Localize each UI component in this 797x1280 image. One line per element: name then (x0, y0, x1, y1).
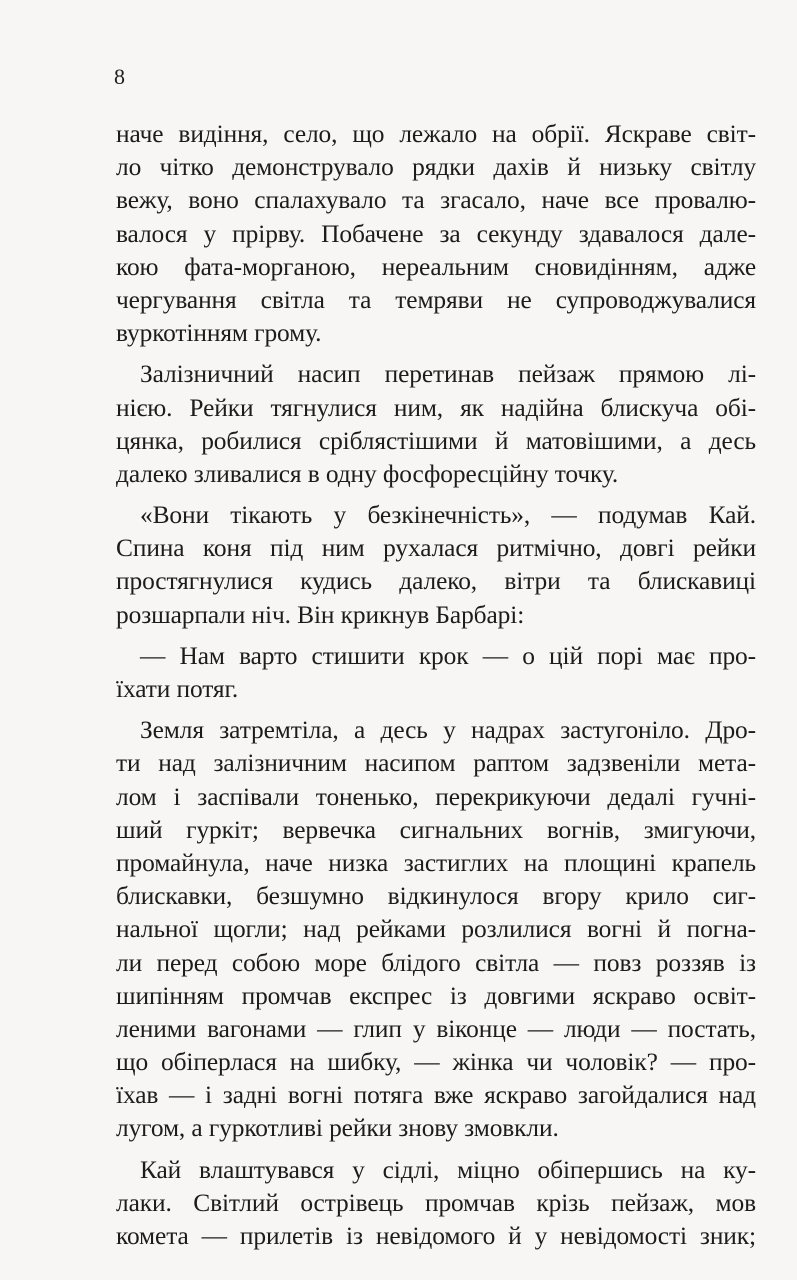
text-line: леними вагонами — глип у віконце — люди — постать, (116, 1014, 756, 1043)
text-line: ло чітко демонструвало рядки дахів й низьку світлу (116, 153, 756, 182)
text-line: «Вони тікають у безкінечність», — подумав Кай. (140, 501, 756, 530)
text-line: ти над залізничним насипом раптом задзвеніли мета- (116, 749, 756, 778)
text-line: цянка, робилися сріблястішими й матовішими, а десь (116, 426, 756, 455)
text-line: простягнулися кудись далеко, вітри та блискавиці (116, 567, 756, 596)
text-line: їхати потяг. (116, 675, 239, 703)
text-line: Спина коня під ним рухалася ритмічно, довгі рейки (116, 534, 756, 563)
text-line: наче видіння, село, що лежало на обрії. Яскраве світ- (116, 120, 756, 148)
text-line: блискавки, безшумно відкинулося вгору крило сиг- (116, 882, 756, 911)
text-line: нальної щогли; над рейками розлилися вогні й погна- (116, 915, 756, 944)
text-line: ший гуркіт; вервечка сигнальних вогнів, змигуючи, (116, 815, 756, 844)
text-line: чергування світла та темряви не супроводжувалися (116, 285, 756, 314)
text-line: лаки. Світлий острівець промчав крізь пейзаж, мов (116, 1188, 756, 1217)
text-line: лугом, а гуркотливі рейки знову змовкли. (116, 1114, 559, 1143)
body-text (116, 118, 756, 1253)
text-line: Земля затремтіла, а десь у надрах застугоніло. Дро- (140, 716, 756, 745)
text-line: промайнула, наче низка застиглих на площині крапель (116, 848, 756, 877)
text-line: вежу, воно спалахувало та згасало, наче все провалю- (116, 186, 756, 215)
text-line: що обіперлася на шибку, — жінка чи чоловік? — про- (116, 1048, 756, 1077)
text-line: шипінням промчав експрес із довгими яскраво освіт- (116, 981, 756, 1010)
text-line: розшарпали ніч. Він крикнув Барбарі: (116, 600, 525, 629)
text-line: Кай влаштувався у сідлі, міцно обіпершись на ку- (140, 1155, 756, 1184)
text-line: Залізничний насип перетинав пейзаж прямою лі- (140, 360, 756, 389)
text-line: кою фата-морганою, нереальним сновидінням, адже (116, 252, 756, 281)
text-line: нією. Рейки тягнулися ним, як надійна блискуча обі- (116, 393, 756, 422)
text-line: лом і заспівали тоненько, перекрикуючи дедалі гучні- (116, 782, 756, 811)
text-line: комета — прилетів із невідомого й у невідомості зник; (116, 1222, 756, 1250)
text-line: ли перед собою море блідого світла — повз роззяв із (116, 948, 756, 977)
text-line: вуркотінням грому. (116, 319, 322, 348)
page-number: 8 (114, 64, 125, 89)
text-line: їхав — і задні вогні потяга вже яскраво загойдалися над (116, 1081, 756, 1110)
text-line: далеко зливалися в одну фосфоресційну точку. (116, 459, 619, 488)
text-line: — Нам варто стишити крок — о цій порі має про- (140, 641, 756, 670)
text-line: валося у прірву. Побачене за секунду здавалося дале- (116, 219, 756, 248)
